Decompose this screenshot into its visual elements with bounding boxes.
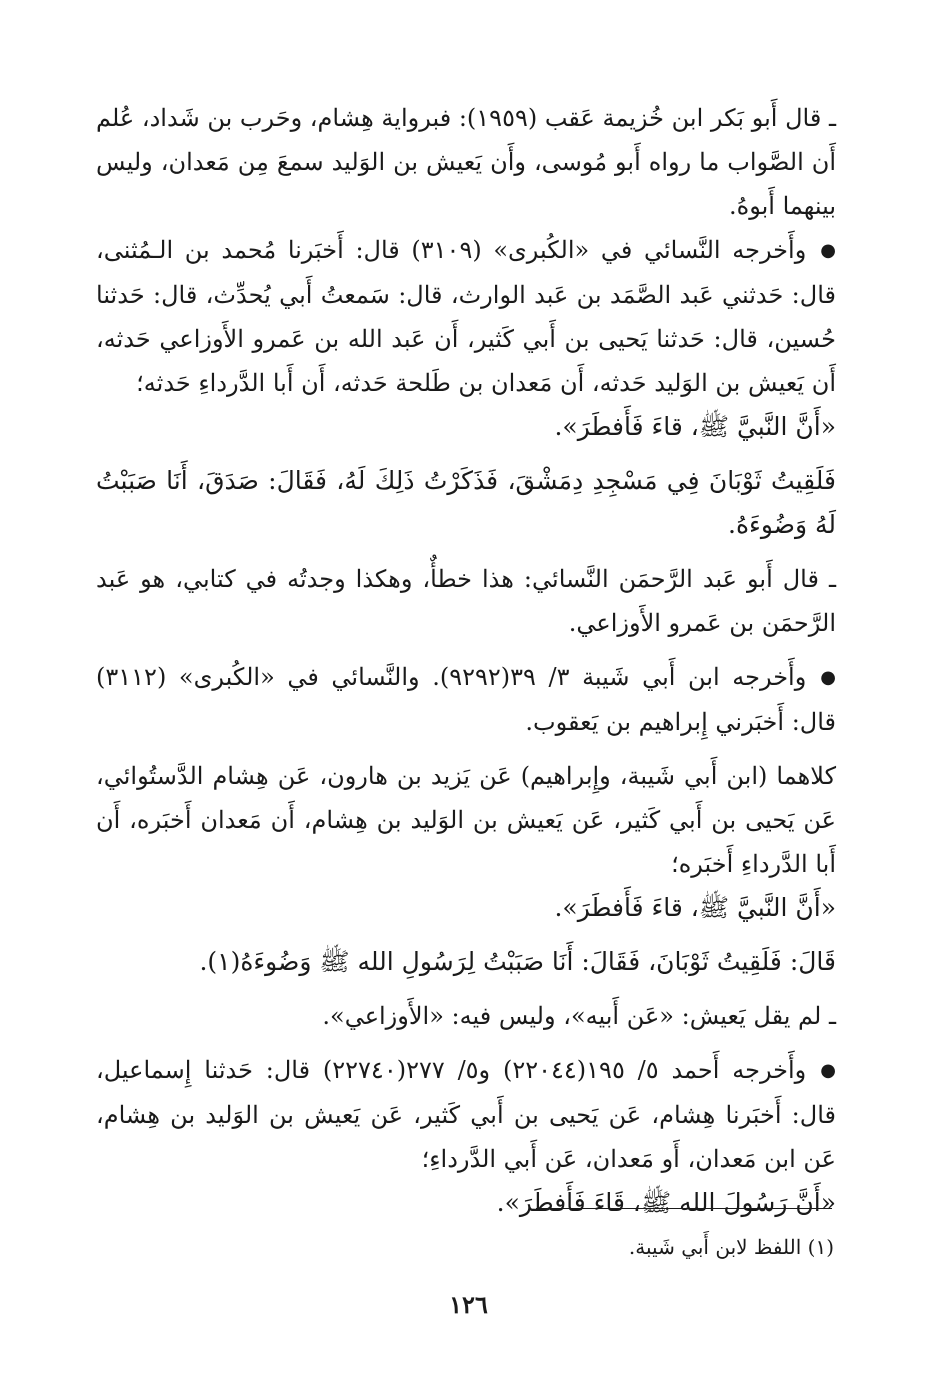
hadith-text: «أَنَّ رَسُولَ الله ﷺ، قَاءَ فَأَفطَرَ».	[496, 1188, 836, 1217]
footnote-divider	[536, 1208, 832, 1209]
paragraph-ahmad	[96, 1048, 836, 1181]
page-number: ١٢٦	[449, 1290, 488, 1319]
paragraph-text: وأَخرجه النَّسائي في «الكُبرى» (٣١٠٩) قال: أَخبَرنا مُحمد بن الـمُثنى، قال: حَدثني عَبد الصَّمَد بن عَبد الوارث، قال: سَمعتُ أَبي يُحدِّث، قال: حَدثنا حُسين، قال: حَدثنا يَحيى بن أَبي كَثير، أَن عَبد الله بن عَمرو الأَوزاعي حَدثه، أَن يَعيش بن الوَليد حَدثه، أَن مَعدان بن طَلحة حَدثه، أَن أَبا الدَّرداءِ حَدثه؛	[96, 236, 836, 397]
paragraph-text: وأَخرجه أَحمد ٥/ ١٩٥(٢٢٠٤٤) و٥/ ٢٧٧(٢٢٧٤٠) قال: حَدثنا إِسماعيل، قال: أَخبَرنا هِشام، عَن يَحيى بن أَبي كَثير، عَن يَعيش بن الوَليد بن هِشام، عَن ابن مَعدان، أَو مَعدان، عَن أَبي الدَّرداءِ؛	[96, 1056, 836, 1173]
paragraph-ibn-khuzaymah-note: ـ قال أَبو بَكر ابن خُزيمة عَقب (١٩٥٩): فبرواية هِشام، وحَرب بن شَداد، عُلم أَن الصَّواب ما رواه أَبو مُوسى، وأَن يَعيش بن الوَليد سمعَ مِن مَعدان، وليس بينهما أَبوهُ.	[96, 104, 836, 220]
paragraph-nasai-comment: ـ قال أَبو عَبد الرَّحمَن النَّسائي: هذا خطأٌ، وهكذا وجدتُه في كتابي، هو عَبد الرَّحمَن بن عَمرو الأَوزاعي.	[96, 565, 836, 637]
footnote: (١) اللفظ لابن أَبي شَيبة.	[628, 1235, 834, 1259]
page-body	[96, 96, 836, 1225]
hadith-text: «أَنَّ النَّبيَّ ﷺ، قاءَ فَأَفطَرَ».	[554, 412, 836, 441]
bullet-icon: ●	[820, 1060, 836, 1081]
paragraph-yaish-note: ـ لم يقل يَعيش: «عَن أَبيه»، وليس فيه: «الأَوزاعي».	[322, 1002, 836, 1030]
paragraph-nasai-kubra-3109	[96, 228, 836, 405]
hadith-text: «أَنَّ النَّبيَّ ﷺ، قاءَ فَأَفطَرَ».	[554, 893, 836, 922]
paragraph-isnad-both: كلاهما (ابن أَبي شَيبة، وإِبراهيم) عَن يَزيد بن هارون، عَن هِشام الدَّستُوائي، عَن يَحيى بن أَبي كَثير، عَن يَعيش بن الوَليد بن هِشام، أَن مَعدان أَخبَره، أَن أَبا الدَّرداءِ أَخبَره؛	[96, 762, 836, 878]
hadith-continuation: فَلَقِيتُ ثَوْبَانَ فِي مَسْجِدِ دِمَشْقَ، فَذَكَرْتُ ذَلِكَ لَهُ، فَقَالَ: صَدَقَ، أَنَا صَبَبْتُ لَهُ وَضُوءَهُ.	[96, 466, 836, 539]
bullet-icon: ●	[820, 240, 836, 261]
paragraph-ibn-abi-shaybah	[96, 655, 836, 744]
paragraph-text: وأَخرجه ابن أَبي شَيبة ٣/ ٣٩(٩٢٩٢). والنَّسائي في «الكُبرى» (٣١١٢) قال: أَخبَرني إِبراهيم بن يَعقوب.	[96, 663, 836, 736]
bullet-icon: ●	[820, 667, 837, 688]
hadith-continuation: قَالَ: فَلَقِيتُ ثَوْبَانَ، فَقَالَ: أَنَا صَبَبْتُ لِرَسُولِ الله ﷺ وَضُوءَهُ(١).	[199, 947, 836, 976]
